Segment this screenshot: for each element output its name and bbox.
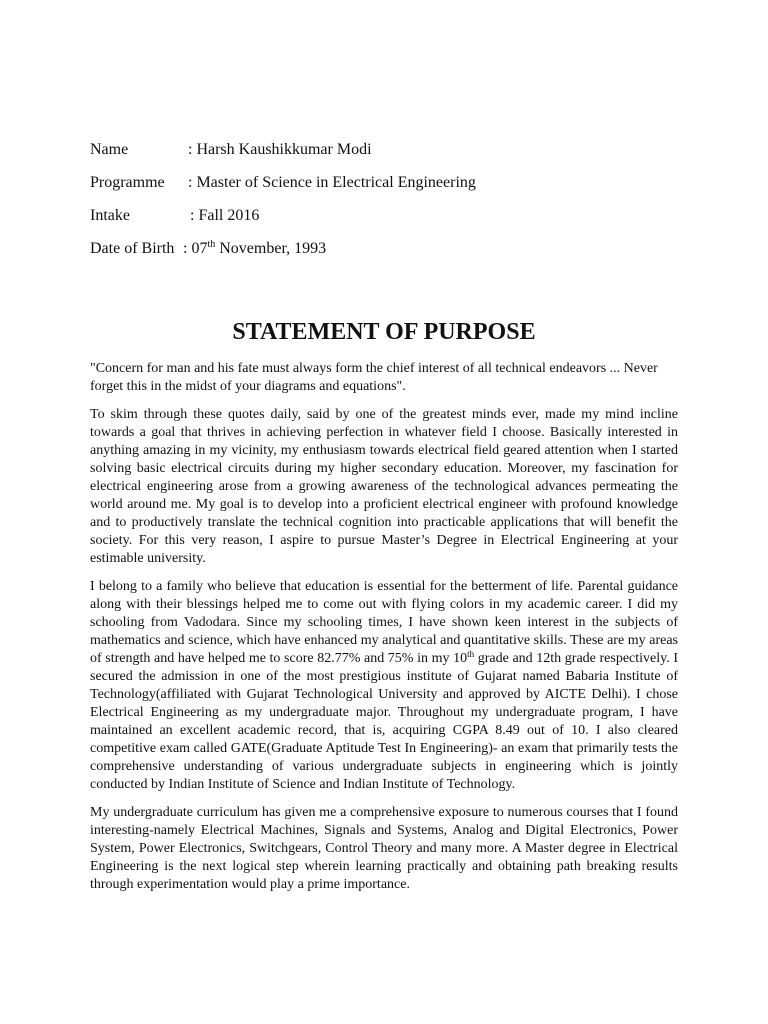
paragraph-curriculum: My undergraduate curriculum has given me a comprehensive exposure to numerous courses that I found interesting-namely Electrical Machines, Signals and Systems, Analog and Digital Electronics, Power System, Power Electronics, Switchgears, Control Theory and many more. A Master degree in Electrical Engineering is the next logical step wherein learning practically and obtaining path breaking results through experimentation would play a prime importance. [90,805,678,892]
paragraph-quote: "Concern for man and his fate must always form the chief interest of all technical endeavors ... Never forget this in the midst of your diagrams and equations". [90,361,658,394]
dob-value [183,239,326,259]
programme-label: Programme [90,174,165,191]
paragraph-education [90,578,678,794]
dob-label: Date of Birth [90,240,175,257]
intake-label: Intake [90,207,130,224]
programme-value: : Master of Science in Electrical Engineering [188,174,476,191]
paragraph-education-part-b: grade and 12th grade respectively. I secured the admission in one of the most prestigious institute of Gujarat named Babaria Institute of Technology(affiliated with Gujarat Technological University and approved by AICTE Delhi). I chose Electrical Engineering as my undergraduate major. Throughout my undergraduate program, I have maintained an excellent academic record, that is, acquiring CGPA 8.49 out of 10. I also cleared competitive exam called GATE(Graduate Aptitude Test In Engineering)- an exam that primarily tests the comprehensive understanding of various undergraduate subjects in engineering which is jointly conducted by Indian Institute of Science and Indian Institute of Technology. [90,651,679,792]
dob-superscript: th [207,239,216,250]
name-value: : Harsh Kaushikkumar Modi [188,141,372,158]
dob-prefix: : 07 [183,240,208,257]
statement-body [90,360,678,904]
paragraph-goal: To skim through these quotes daily, said by one of the greatest minds ever, made my mind incline towards a goal that thrives in achieving perfection in whatever field I choose. Basically interested in anything amazing in my vicinity, my enthusiasm towards electrical field geared attention when I started solving basic electrical circuits during my higher secondary education. Moreover, my fascination for electrical engineering arose from a growing awareness of the technological advances permeating the world around me. My goal is to develop into a proficient electrical engineer with profound knowledge and to productively translate the technical cognition into practicable applications that will benefit the society. For this very reason, I aspire to pursue Master’s Degree in Electrical Engineering at your estimable university. [90,407,678,566]
page-title: STATEMENT OF PURPOSE [232,319,536,345]
dob-suffix: November, 1993 [215,240,327,257]
paragraph-education-part-a: I belong to a family who believe that education is essential for the betterment of life. Parental guidance along with their blessings helped me to come out with flying colors in my academic career. I did my schooling from Vadodara. Since my schooling times, I have shown keen interest in the subjects of mathematics and science, which have enhanced my analytical and quantitative skills. These are my areas of strength and have helped me to score 82.77% and 75% in my 10 [90,579,678,666]
name-label: Name [90,141,129,158]
intake-value: : Fall 2016 [190,207,260,224]
paragraph-education-superscript: th [467,649,475,659]
